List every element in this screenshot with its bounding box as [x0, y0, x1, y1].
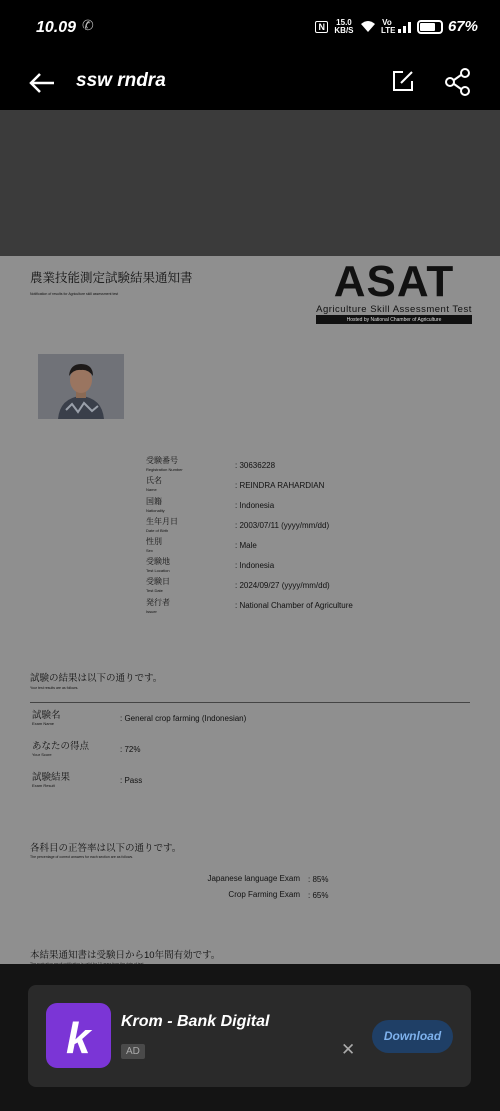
- volte-badge: Vo LTE: [380, 17, 396, 35]
- section-value-japanese: : 85%: [308, 875, 329, 884]
- document-viewer[interactable]: [0, 110, 500, 964]
- result-value-score: : 72%: [120, 745, 141, 754]
- field-value-dob: : 2003/07/11 (yyyy/mm/dd): [235, 521, 330, 530]
- share-icon[interactable]: [444, 68, 472, 96]
- field-label-name: 氏名 Name: [146, 476, 162, 492]
- back-arrow-icon[interactable]: [26, 68, 58, 98]
- asat-logo-sub: Agriculture Skill Assessment Test: [316, 304, 472, 315]
- results-subheading: Your test results are as follows.: [30, 686, 79, 690]
- svg-text:k: k: [66, 1014, 91, 1063]
- field-value-name: : REINDRA RAHARDIAN: [235, 481, 325, 490]
- nfc-icon: N: [315, 21, 328, 33]
- results-heading: 試験の結果は以下の通りです。: [30, 673, 163, 684]
- field-label-registration: 受験番号 Registration Number: [146, 456, 183, 472]
- applicant-photo: [38, 354, 124, 419]
- ad-app-name: Krom - Bank Digital: [121, 1013, 270, 1030]
- field-label-nationality: 国籍 Nationality: [146, 497, 165, 513]
- validity-note: 本結果通知書は受験日から10年間有効です。: [30, 950, 221, 961]
- ad-banner-area: [0, 964, 500, 1111]
- network-speed: 15.0 KB/S: [334, 17, 354, 35]
- battery-icon: [417, 20, 443, 34]
- call-icon: ✆: [82, 17, 94, 33]
- section-label-japanese: Japanese language Exam: [207, 874, 300, 883]
- field-label-location: 受験地 Test Location: [146, 557, 170, 573]
- page-subtitle: Notification of results for Agriculture skill assessment test: [30, 292, 119, 296]
- field-label-issuer: 発行者 Issuer: [146, 598, 170, 614]
- sections-heading: 各科目の正答率は以下の通りです。: [30, 843, 182, 854]
- section-value-crop: : 65%: [308, 891, 329, 900]
- result-label-result: 試験結果 Exam Result: [32, 772, 71, 788]
- field-value-test-date: : 2024/09/27 (yyyy/mm/dd): [235, 581, 330, 590]
- field-label-sex: 性別 Sex: [146, 537, 162, 553]
- app-bar: [0, 56, 500, 110]
- asat-logo-main: ASAT: [333, 257, 455, 306]
- result-label-exam-name: 試験名 Exam Name: [32, 710, 61, 726]
- section-label-crop: Crop Farming Exam: [228, 890, 300, 899]
- status-bar: [0, 0, 500, 56]
- field-value-location: : Indonesia: [235, 561, 275, 570]
- asat-logo: [316, 257, 472, 324]
- field-value-sex: : Male: [235, 541, 257, 550]
- krom-logo-icon: [46, 1003, 111, 1068]
- ad-card[interactable]: [28, 985, 471, 1087]
- document-page: [0, 256, 500, 964]
- field-value-nationality: : Indonesia: [235, 501, 275, 510]
- field-label-dob: 生年月日 Date of Birth: [146, 517, 178, 533]
- battery-percent: 67%: [447, 18, 478, 35]
- status-icons: [315, 18, 478, 35]
- ad-badge: AD: [121, 1044, 145, 1059]
- document-title: ssw rndra: [76, 70, 166, 91]
- field-label-test-date: 受験日 Test Date: [146, 577, 170, 593]
- result-label-score: あなたの得点 Your Score: [32, 741, 90, 757]
- field-value-issuer: : National Chamber of Agriculture: [235, 601, 353, 610]
- status-time: 10.09: [36, 19, 77, 36]
- divider: [30, 702, 470, 703]
- sections-subheading: The percentage of correct answers for each section are as follows.: [30, 855, 134, 859]
- field-value-registration: : 30636228: [235, 461, 276, 470]
- result-value-exam-name: : General crop farming (Indonesian): [120, 714, 247, 723]
- edit-icon[interactable]: [390, 68, 416, 94]
- wifi-icon: [360, 20, 376, 33]
- download-button[interactable]: Download: [372, 1020, 453, 1053]
- signal-icon: [398, 21, 412, 33]
- asat-logo-host: Hosted by National Chamber of Agriculture: [316, 316, 472, 324]
- page-title: 農業技能測定試験結果通知書: [30, 271, 193, 285]
- result-value-result: : Pass: [120, 776, 143, 785]
- ad-close-icon[interactable]: ✕: [341, 1040, 356, 1059]
